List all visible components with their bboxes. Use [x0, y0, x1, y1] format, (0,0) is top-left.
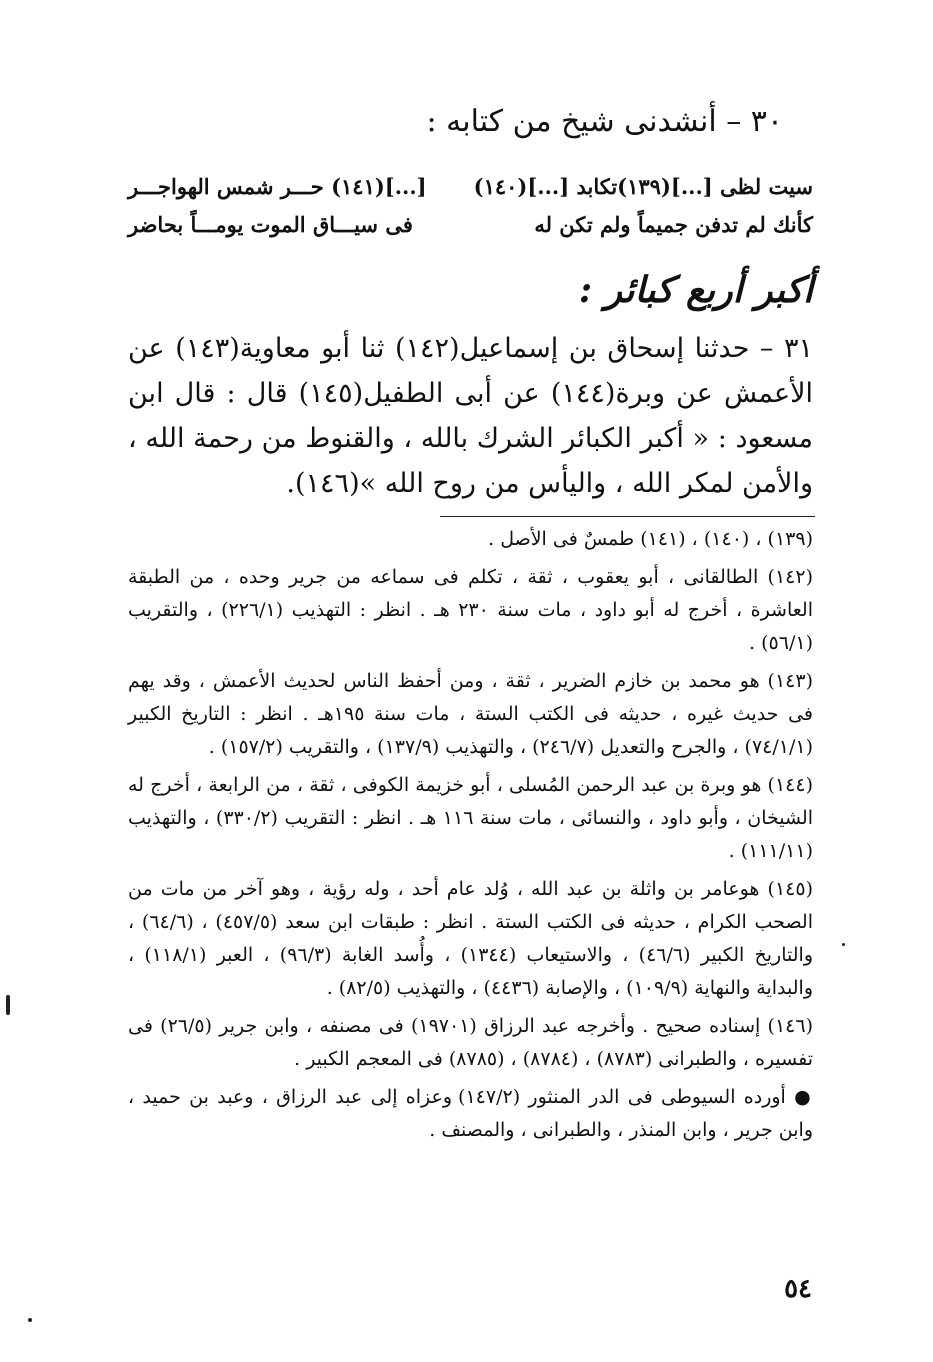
page-number: ٥٤ — [784, 1274, 812, 1304]
poem-verse-1 — [128, 168, 813, 206]
verse-2-first-hemistich: كأنك لم تدفن جميماً ولم تكن له — [534, 212, 813, 237]
footnote-143: (١٤٣) هو محمد بن خازم الضرير ، ثقة ، ومن أحفظ الناس لحديث الأعمش ، وقد يهم فى حديث غيره ، حديثه فى الكتب الستة ، مات سنة ١٩٥هـ . انظر : التاريخ الكبير (٧٤/١/١) ، والجرح والتعديل (٢٤٦/٧) ، والتهذيب (١٣٧/٩) ، والتقريب (١٥٧/٢) . — [128, 670, 813, 758]
hadith-body — [128, 326, 813, 506]
poem-verse-2 — [128, 206, 813, 244]
bullet-note — [128, 1081, 813, 1147]
footnote-142: (١٤٢) الطالقانى ، أبو يعقوب ، ثقة ، تكلم فى سماعه من جرير وحده ، من الطبقة العاشرة ، أخرج له أبو داود ، مات سنة ٢٣٠ هـ . انظر : التهذيب (٢٢٦/١) ، والتقريب (٥٦/١) . — [128, 566, 813, 654]
verse-1-second-hemistich: [...](١٤١) حـــر شمس الهواجـــر — [128, 174, 427, 199]
verse-2-second-hemistich: فى سيـــاق الموت يومـــاً بحاضر — [128, 212, 413, 237]
bullet-note-text: أورده السيوطى فى الدر المنثور (١٤٧/٢) وعزاه إلى عبد الرزاق ، وعبد بن حميد ، وابن جرير ، وابن المنذر ، والطبرانى ، والمصنف . — [128, 1086, 813, 1141]
footnote-145: (١٤٥) هوعامر بن واثلة بن عبد الله ، وُلد عام أحد ، وله رؤية ، وهو آخر من مات من الصحب الكرام ، حديثه فى الكتب الستة . انظر : طبقات ابن سعد (٤٥٧/٥) ، (٦٤/٦) ، والتاريخ الكبير (٤٦/٦) ، والاستيعاب (١٣٤٤) ، وأُسد الغابة (٩٦/٣) ، العبر (١١٨/١) ، والبداية والنهاية (١٠٩/٩) ، والإصابة (٤٤٣٦) ، والتهذيب (٨٢/٥) . — [128, 878, 814, 999]
footnotes — [128, 523, 813, 1152]
section-title: أكبر أربع كبائر : — [578, 269, 813, 311]
poem-verses — [128, 168, 813, 244]
footnote-separator — [440, 516, 815, 517]
scan-edge-mark — [6, 995, 10, 1015]
bullet-icon: ● — [794, 1086, 813, 1108]
scan-speck — [28, 1318, 32, 1322]
footnote-144: (١٤٤) هو وبرة بن عبد الرحمن المُسلى ، أبو خزيمة الكوفى ، ثقة ، من الرابعة ، أخرج له الشيخان ، وأبو داود ، والنسائى ، مات سنة ١١٦ هـ . انظر : التقريب (٣٣٠/٢) ، والتهذيب (١١١/١١) . — [128, 774, 813, 862]
verse-1-first-hemistich: سيت لظى [...](١٣٩)تكابد [...](١٤٠) — [473, 174, 813, 199]
hadith-31-text: ٣١ – حدثنا إسحاق بن إسماعيل(١٤٢) ثنا أبو معاوية(١٤٣) عن الأعمش عن وبرة(١٤٤) عن أبى الطفيل(١٤٥) قال : قال ابن مسعود : « أكبر الكبائر الشرك بالله ، والقنوط من رحمة الله ، والأمن لمكر الله ، واليأس من روح الله »(١٤٦). — [128, 333, 813, 499]
poem-heading: ٣٠ – أنشدنى شيخ من كتابه : — [426, 104, 783, 139]
scan-speck — [842, 943, 845, 946]
footnote-146: (١٤٦) إسناده صحيح . وأخرجه عبد الرزاق (١٩٧٠١) فى مصنفه ، وابن جرير (٢٦/٥) فى تفسيره ، والطبرانى (٨٧٨٣) ، (٨٧٨٤) ، (٨٧٨٥) فى المعجم الكبير . — [128, 1015, 813, 1070]
footnote-139-141: (١٣٩) ، (١٤٠) ، (١٤١) طمسٌ فى الأصل . — [488, 528, 813, 550]
